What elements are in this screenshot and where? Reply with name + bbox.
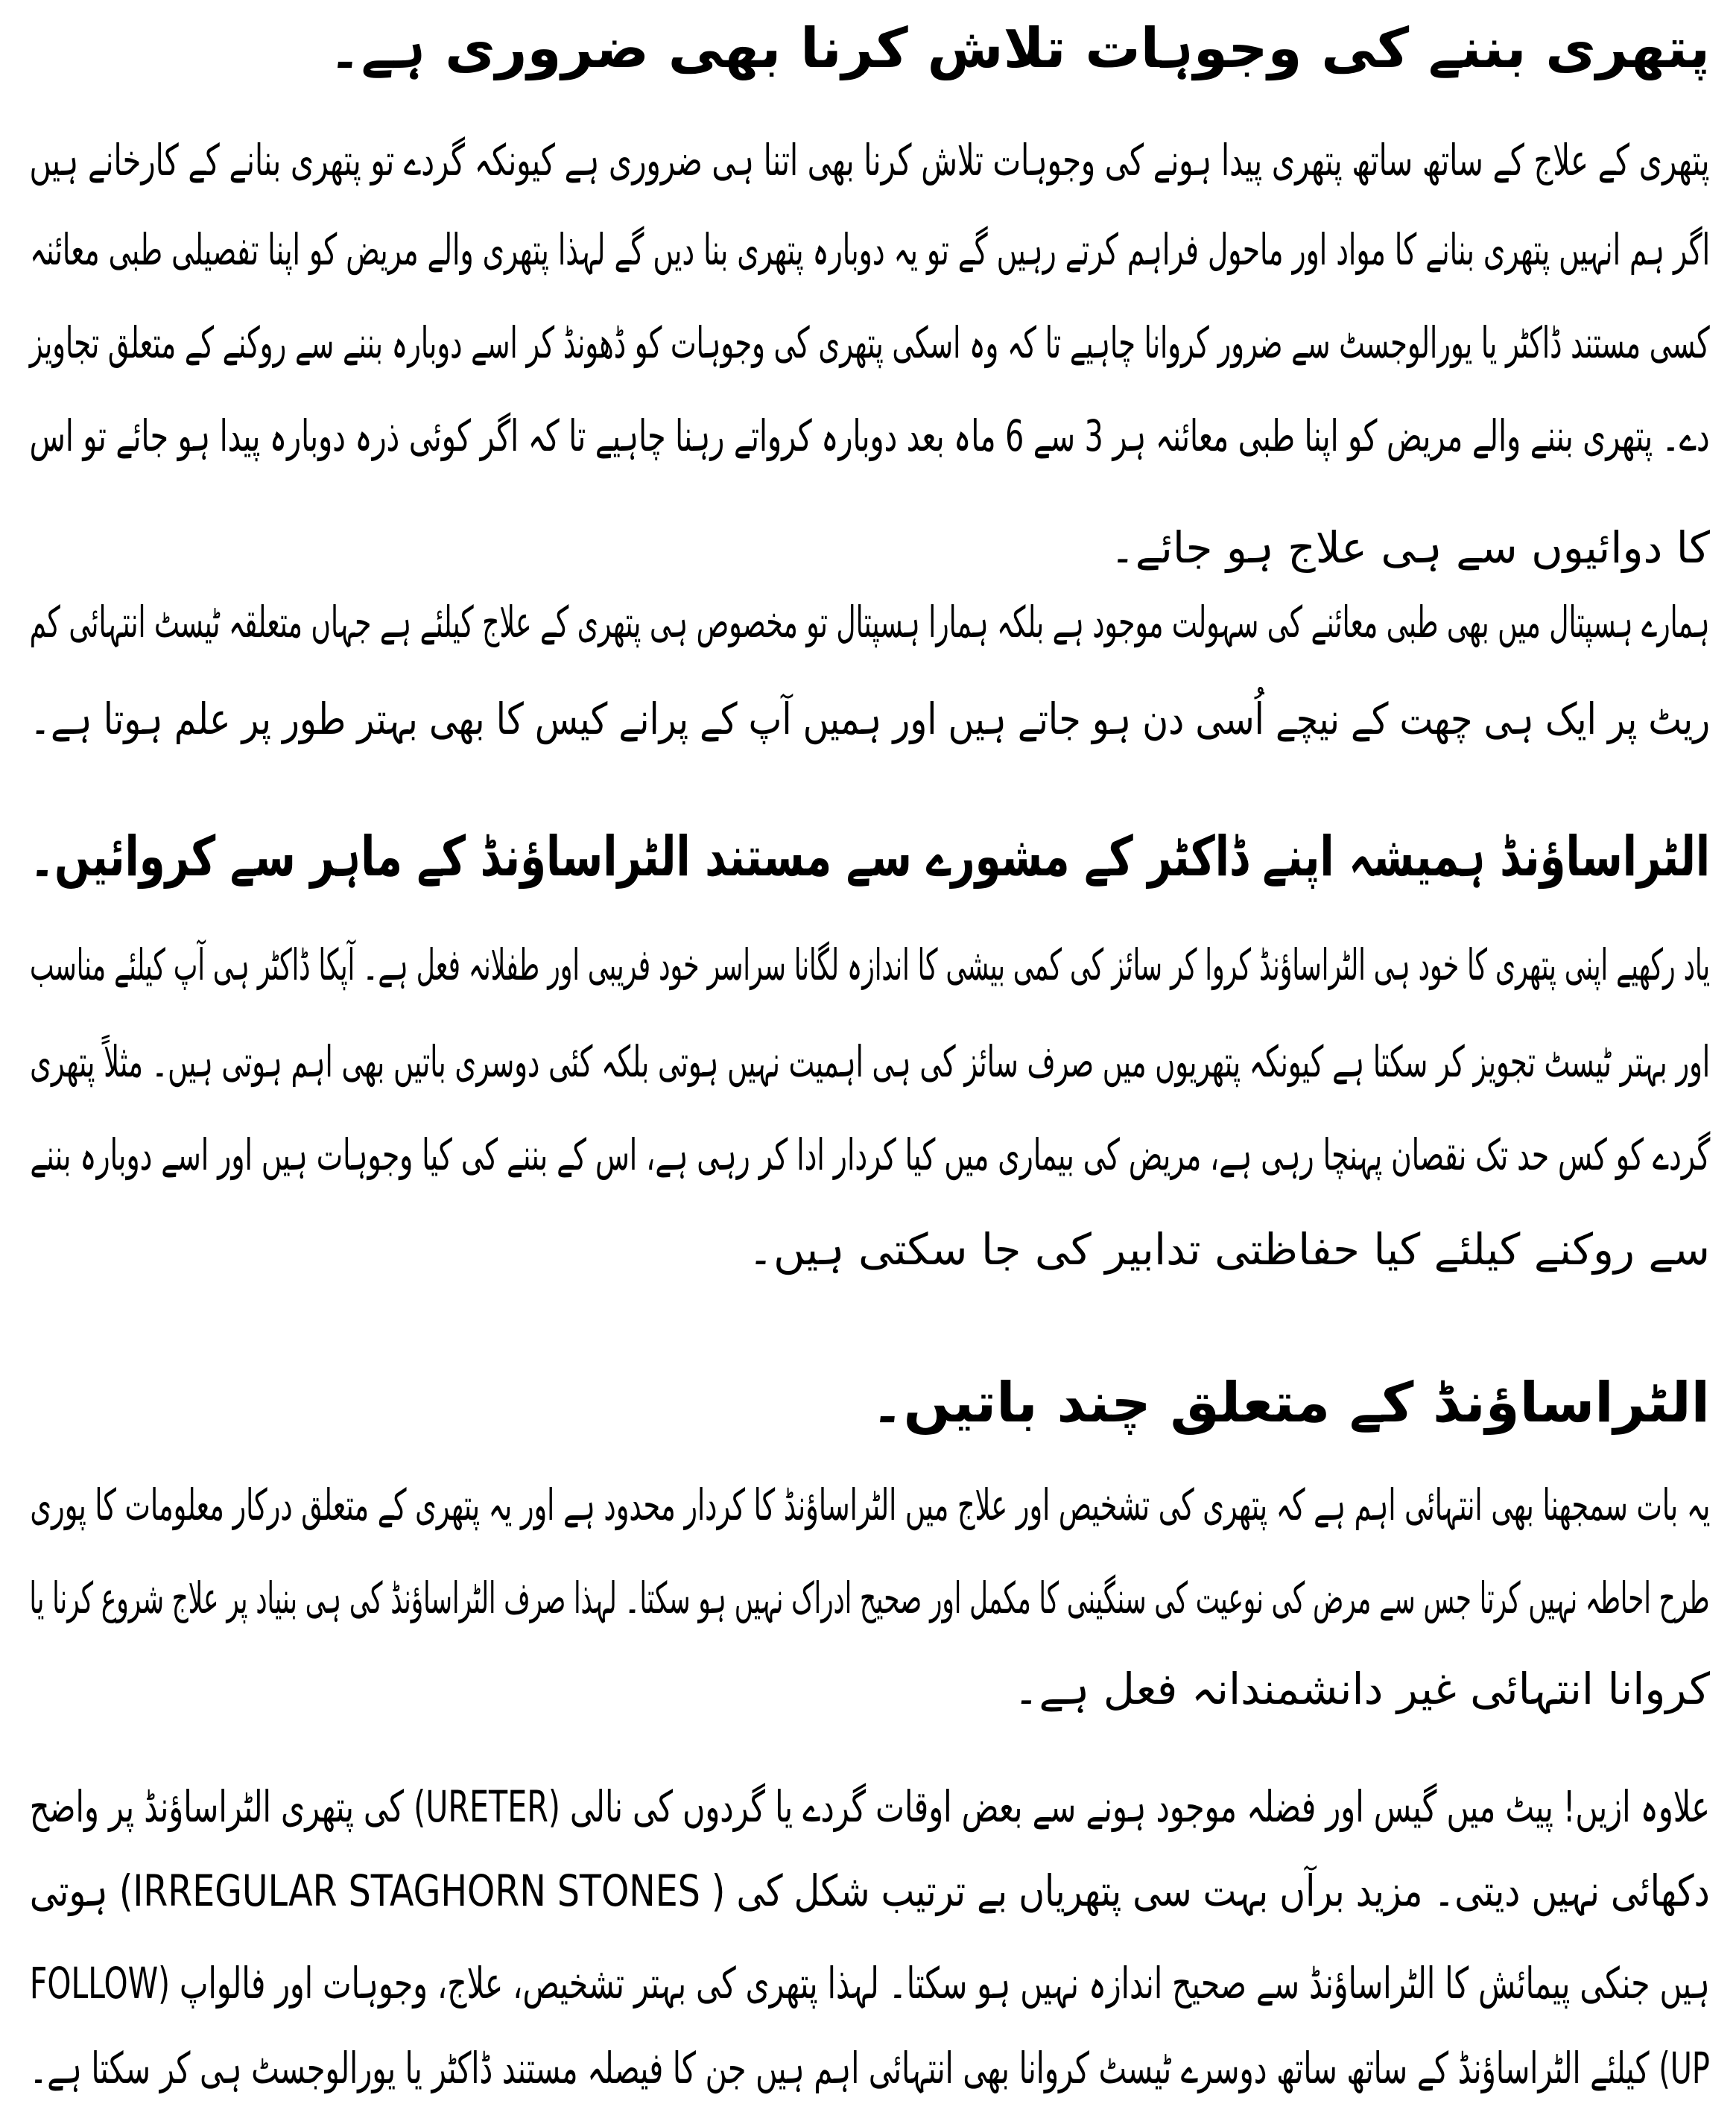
paragraph-line xyxy=(30,1950,1710,2017)
paragraph-line xyxy=(30,1028,1710,1095)
line-text: کا دوائیوں سے ہی علاج ہو جائے۔ xyxy=(1109,522,1710,573)
paragraph-line xyxy=(30,1773,1710,1840)
line-text: یہ بات سمجھنا بھی انتہائی اہم ہے کہ پتھری کی تشخیص اور علاج میں الٹراساؤنڈ کا کردار محدود ہے اور یہ پتھری کے متعلق درکار معلومات کا پوری xyxy=(30,1480,1710,1530)
paragraph-line xyxy=(30,1564,1710,1632)
line-text: گردے کو کس حد تک نقصان پہنچا رہی ہے، مریض کی بیماری میں کیا کردار ادا کر رہی ہے، اس کے بننے کی کیا وجوہات ہیں اور اسے دوبارہ بننے xyxy=(30,1129,1710,1180)
paragraph-line xyxy=(30,402,1710,469)
line-text: ہمارے ہسپتال میں بھی طبی معائنے کی سہولت موجود ہے بلکہ ہمارا ہسپتال تو مخصوص ہی پتھری کے علاج کیلئے ہے جہاں متعلقہ ٹیسٹ انتہائی کم xyxy=(30,597,1710,647)
line-text: کروانا انتہائی غیر دانشمندانہ فعل ہے۔ xyxy=(1013,1664,1710,1714)
line-text: دکھائی نہیں دیتی۔ مزید برآں بہت سی پتھریاں بے ترتیب شکل کی ( IRREGULAR STAGHORN STONES) ہوتی xyxy=(30,1865,1710,1916)
line-text: دے۔ پتھری بننے والے مریض کو اپنا طبی معائنہ ہر 3 سے 6 ماہ بعد دوبارہ کرواتے رہنا چاہیے تا کہ اگر کوئی ذرہ دوبارہ پیدا ہو جائے تو اس xyxy=(30,410,1710,461)
heading-text: الٹراساؤنڈ ہمیشہ اپنے ڈاکٹر کے مشورے سے مستند الٹراساؤنڈ کے ماہر سے کروائیں۔ xyxy=(30,825,1710,889)
heading-stone-causes xyxy=(30,7,1710,89)
paragraph-line xyxy=(30,1216,1710,1283)
paragraph-line xyxy=(30,931,1710,998)
line-text: ہیں جنکی پیمائش کا الٹراساؤنڈ سے صحیح اندازہ نہیں ہو سکتا۔ لہذا پتھری کی بہتر تشخیص، علاج، وجوہات اور فالواپ (FOLLOW xyxy=(30,1958,1710,2009)
paragraph-line xyxy=(30,1471,1710,1538)
line-text: یاد رکھیے اپنی پتھری کا خود ہی الٹراساؤنڈ کروا کر سائز کی کمی بیشی کا اندازہ لگانا سراسر خود فریبی اور طفلانہ فعل ہے۔ آپکا ڈاکٹر ہی آپ کیلئے مناسب xyxy=(30,939,1710,990)
heading-ultrasound-notes xyxy=(30,1362,1710,1444)
line-text: طرح احاطہ نہیں کرتا جس سے مرض کی نوعیت کی سنگینی کا مکمل اور صحیح ادراک نہیں ہو سکتا۔ لہذا صرف الٹراساؤنڈ کی ہی بنیاد پر علاج شروع کرنا یا xyxy=(30,1573,1710,1623)
line-text: UP) کیلئے الٹراساؤنڈ کے ساتھ ساتھ دوسرے ٹیسٹ کروانا بھی انتہائی اہم ہیں جن کا فیصلہ مستند ڈاکٹر یا یورالوجسٹ ہی کر سکتا ہے۔ xyxy=(30,2043,1710,2093)
paragraph-line xyxy=(30,1857,1710,1924)
paragraph-line xyxy=(30,216,1710,283)
line-text: اگر ہم انہیں پتھری بنانے کا مواد اور ماحول فراہم کرتے رہیں گے تو یہ دوبارہ پتھری بنا دیں گے لہذا پتھری والے مریض کو اپنا تفصیلی طبی معائنہ xyxy=(30,224,1710,275)
paragraph-line xyxy=(30,309,1710,376)
paragraph-line xyxy=(30,514,1710,581)
paragraph-line xyxy=(30,127,1710,194)
line-text: کسی مستند ڈاکٹر یا یورالوجسٹ سے ضرور کروانا چاہیے تا کہ وہ اسکی پتھری کی وجوہات کو ڈھونڈ کر اسے دوبارہ بننے سے روکنے کے متعلق تجاویز xyxy=(30,317,1710,368)
paragraph-line xyxy=(30,2035,1710,2102)
paragraph-line xyxy=(30,685,1710,752)
heading-ultrasound-advice xyxy=(30,816,1710,898)
line-text: ریٹ پر ایک ہی چھت کے نیچے اُسی دن ہو جاتے ہیں اور ہمیں آپ کے پرانے کیس کا بھی بہتر طور پر علم ہوتا ہے۔ xyxy=(30,694,1710,744)
line-text: اور بہتر ٹیسٹ تجویز کر سکتا ہے کیونکہ پتھریوں میں صرف سائز کی ہی اہمیت نہیں ہوتی بلکہ کئی دوسری باتیں بھی اہم ہوتی ہیں۔ مثلاً پتھری xyxy=(30,1036,1710,1087)
heading-text: پتھری بننے کی وجوہات تلاش کرنا بھی ضروری ہے۔ xyxy=(329,16,1710,80)
line-text: پتھری کے علاج کے ساتھ ساتھ پتھری پیدا ہونے کی وجوہات تلاش کرنا بھی اتنا ہی ضروری ہے کیونکہ گردے تو پتھری بنانے کے کارخانے ہیں xyxy=(30,135,1710,186)
paragraph-line xyxy=(30,589,1710,656)
paragraph-line xyxy=(30,1121,1710,1188)
paragraph-line xyxy=(30,1655,1710,1722)
heading-text: الٹراساؤنڈ کے متعلق چند باتیں۔ xyxy=(871,1371,1710,1435)
line-text: علاوہ ازیں! پیٹ میں گیس اور فضلہ موجود ہونے سے بعض اوقات گردے یا گردوں کی نالی (URETER) کی پتھری الٹراساؤنڈ پر واضح xyxy=(30,1781,1711,1832)
line-text: سے روکنے کیلئے کیا حفاظتی تدابیر کی جا سکتی ہیں۔ xyxy=(747,1224,1710,1275)
